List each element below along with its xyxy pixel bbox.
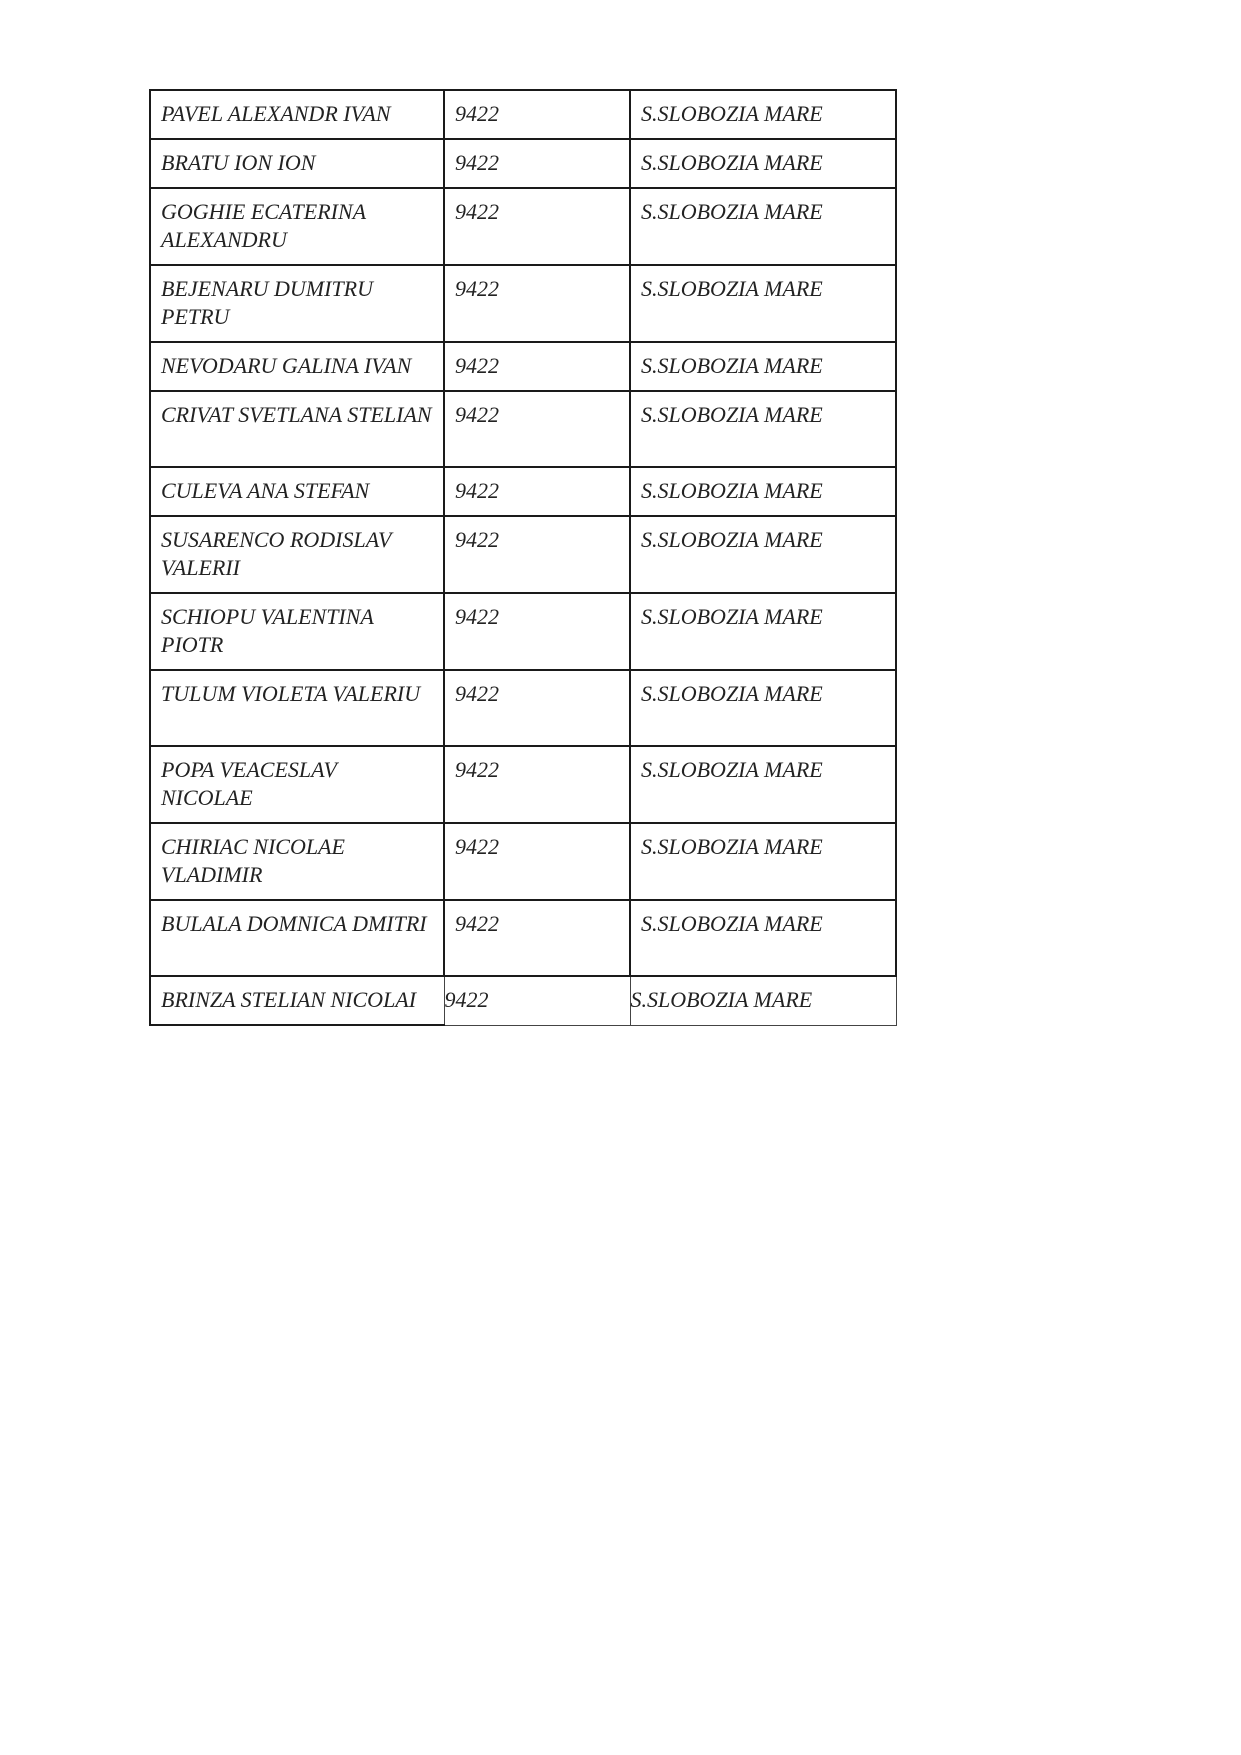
locality-cell: S.SLOBOZIA MARE bbox=[630, 265, 896, 342]
table-row bbox=[150, 467, 896, 516]
voter-table bbox=[149, 89, 897, 1026]
table-row bbox=[150, 900, 896, 976]
locality-cell: S.SLOBOZIA MARE bbox=[630, 823, 896, 900]
locality-cell: S.SLOBOZIA MARE bbox=[630, 516, 896, 593]
table-row bbox=[150, 746, 896, 823]
code-cell: 9422 bbox=[444, 976, 630, 1025]
table-row bbox=[150, 90, 896, 139]
name-cell: SUSARENCO RODISLAV VALERII bbox=[150, 516, 444, 593]
name-cell: SCHIOPU VALENTINA PIOTR bbox=[150, 593, 444, 670]
locality-cell: S.SLOBOZIA MARE bbox=[630, 467, 896, 516]
name-cell: NEVODARU GALINA IVAN bbox=[150, 342, 444, 391]
locality-cell: S.SLOBOZIA MARE bbox=[630, 670, 896, 746]
name-cell: BRINZA STELIAN NICOLAI bbox=[150, 976, 444, 1025]
code-cell: 9422 bbox=[444, 188, 630, 265]
name-cell: PAVEL ALEXANDR IVAN bbox=[150, 90, 444, 139]
locality-cell: S.SLOBOZIA MARE bbox=[630, 188, 896, 265]
table-row bbox=[150, 670, 896, 746]
name-cell: GOGHIE ECATERINA ALEXANDRU bbox=[150, 188, 444, 265]
table-row bbox=[150, 976, 896, 1025]
locality-cell: S.SLOBOZIA MARE bbox=[630, 746, 896, 823]
name-cell: POPA VEACESLAV NICOLAE bbox=[150, 746, 444, 823]
name-cell: CULEVA ANA STEFAN bbox=[150, 467, 444, 516]
table-row bbox=[150, 593, 896, 670]
locality-cell: S.SLOBOZIA MARE bbox=[630, 90, 896, 139]
table-row bbox=[150, 391, 896, 467]
table-row bbox=[150, 516, 896, 593]
table-row bbox=[150, 139, 896, 188]
name-cell: BEJENARU DUMITRU PETRU bbox=[150, 265, 444, 342]
locality-cell: S.SLOBOZIA MARE bbox=[630, 342, 896, 391]
name-cell: BULALA DOMNICA DMITRI bbox=[150, 900, 444, 976]
code-cell: 9422 bbox=[444, 593, 630, 670]
locality-cell: S.SLOBOZIA MARE bbox=[630, 976, 896, 1025]
table-row bbox=[150, 188, 896, 265]
table-row bbox=[150, 342, 896, 391]
name-cell: CHIRIAC NICOLAE VLADIMIR bbox=[150, 823, 444, 900]
code-cell: 9422 bbox=[444, 467, 630, 516]
code-cell: 9422 bbox=[444, 900, 630, 976]
code-cell: 9422 bbox=[444, 342, 630, 391]
code-cell: 9422 bbox=[444, 90, 630, 139]
table-row bbox=[150, 265, 896, 342]
code-cell: 9422 bbox=[444, 746, 630, 823]
locality-cell: S.SLOBOZIA MARE bbox=[630, 139, 896, 188]
code-cell: 9422 bbox=[444, 670, 630, 746]
code-cell: 9422 bbox=[444, 265, 630, 342]
code-cell: 9422 bbox=[444, 139, 630, 188]
locality-cell: S.SLOBOZIA MARE bbox=[630, 900, 896, 976]
locality-cell: S.SLOBOZIA MARE bbox=[630, 391, 896, 467]
locality-cell: S.SLOBOZIA MARE bbox=[630, 593, 896, 670]
code-cell: 9422 bbox=[444, 516, 630, 593]
code-cell: 9422 bbox=[444, 823, 630, 900]
name-cell: BRATU ION ION bbox=[150, 139, 444, 188]
table-row bbox=[150, 823, 896, 900]
code-cell: 9422 bbox=[444, 391, 630, 467]
name-cell: CRIVAT SVETLANA STELIAN bbox=[150, 391, 444, 467]
name-cell: TULUM VIOLETA VALERIU bbox=[150, 670, 444, 746]
